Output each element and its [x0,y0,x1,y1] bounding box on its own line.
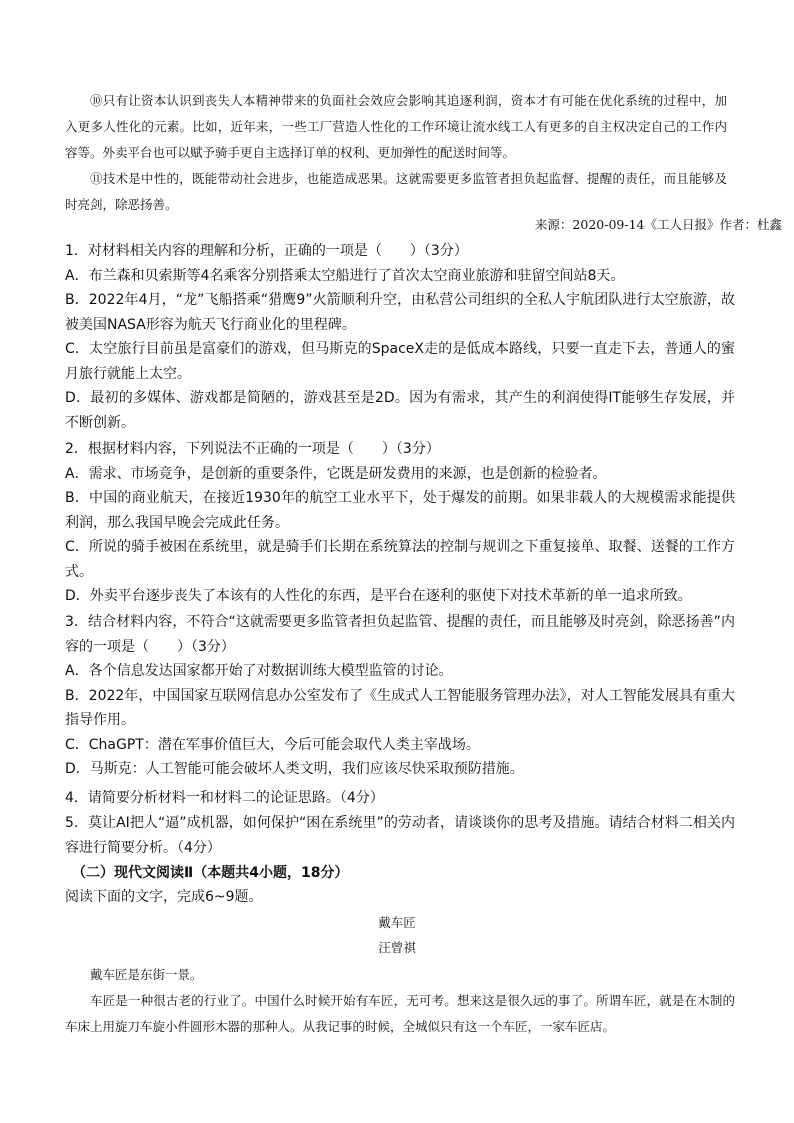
option-a: A．布兰森和贝索斯等4名乘客分别搭乘太空船进行了首次太空商业旅游和驻留空间站8天。 [65,267,625,284]
option-d: D．最初的多媒体、游戏都是简陋的，游戏甚至是2D。因为有需求，其产生的利润使得IT能够生存发展，并不断创新。 [65,390,735,431]
option-d: D．马斯克：人工智能可能会破坏人类文明，我们应该尽快采取预防措施。 [65,761,524,777]
question-2 [65,437,735,609]
question-stem: 2．根据材料内容，下列说法不正确的一项是（ ）（3分） [65,441,440,457]
question-4 [65,786,735,811]
section-heading: （二）现代文阅读Ⅱ（本题共4小题，18分） [72,865,349,881]
question-1 [65,239,735,435]
question-stem: 3．结合材料内容，不符合“这就需要更多监管者担负起监管、提醒的责任，而且能够及时亮剑，除恶扬善”内容的一项是（ ）（3分） [65,614,735,655]
passage-paragraph-10: ⑩只有让资本认识到丧失人本精神带来的负面社会效应会影响其追逐利润，资本才有可能在优化系统的过程中，加入更多人性化的元素。比如，近年来，一些工厂营造人性化的工作环境让流水线工人有更多的自主权决定自己的工作内容等。外卖平台也可以赋予骑手更自主选择订单的权利、更加弹性的配送时间等。 [65,93,727,160]
story-paragraph-1: 戴车匠是东街一景。 [90,967,203,982]
question-3 [65,610,735,782]
question-stem: 4．请简要分析材料一和材料二的论证思路。（4分） [65,790,384,806]
option-b: B．2022年，中国国家互联网信息办公室发布了《生成式人工智能服务管理办法》，对人工智能发展具有重大指导作用。 [65,687,735,728]
question-stem: 5．莫让AI把人“逼”成机器，如何保护“困在系统里”的劳动者，请谈谈你的思考及措施。请结合材料二相关内容进行简要分析。（4分） [65,815,735,856]
option-a: A．各个信息发达国家都开始了对数据训练大模型监管的讨论。 [65,663,453,679]
option-a: A．需求、市场竞争，是创新的重要条件，它既是研发费用的来源，也是创新的检验者。 [65,465,607,482]
question-5 [65,811,735,860]
story-author: 汪曾祺 [378,940,416,955]
passage-paragraph-11: ⑪技术是中性的，既能带动社会进步，也能造成恶果。这就需要更多监管者担负起监督、提醒的责任，而且能够及时亮剑，除恶扬善。 [65,171,727,212]
section-instruction: 阅读下面的文字，完成6~9题。 [65,889,263,905]
question-stem: 1．对材料相关内容的理解和分析，正确的一项是（ ）（3分） [65,243,468,259]
option-b: B．2022年4月，“龙”飞船搭乘“猎鹰9”火箭顺利升空，由私营公司组织的全私人宇航团队进行太空旅游，故被美国NASA形容为航天飞行商业化的里程碑。 [65,292,735,333]
option-d: D．外卖平台逐步丧失了本该有的人性化的东西，是平台在逐利的驱使下对技术革新的单一追求所致。 [65,588,692,604]
option-c: C．所说的骑手被困在系统里，就是骑手们长期在系统算法的控制与规训之下重复接单、取餐、送餐的工作方式。 [65,539,735,580]
story-title: 戴车匠 [378,915,416,930]
option-c: C．太空旅行目前虽是富豪们的游戏，但马斯克的SpaceX走的是低成本路线，只要一直走下去，普通人的蜜月旅行就能上太空。 [65,341,735,382]
story-paragraph-2: 车匠是一种很古老的行业了。中国什么时候开始有车匠，无可考。想来这是很久远的事了。所谓车匠，就是在木制的车床上用旋刀车旋小件圆形木器的那种人。从我记事的时候，全城似只有这一个车匠，一家车匠店。 [65,993,735,1034]
option-c: C．ChaGPT：潜在军事价值巨大，今后可能会取代人类主宰战场。 [65,736,480,753]
option-b: B．中国的商业航天，在接近1930年的航空工业水平下，处于爆发的前期。如果非载人的大规模需求能提供利润，那么我国早晚会完成此任务。 [65,490,735,531]
source-citation: 来源：2020-09-14《工人日报》作者：杜鑫 [534,217,782,232]
